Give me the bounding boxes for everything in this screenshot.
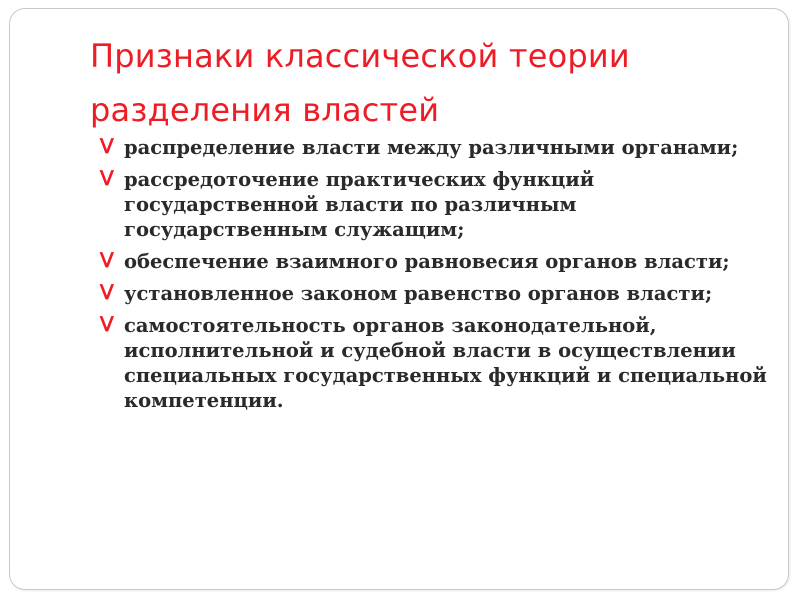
list-item-text: самостоятельность органов законодательной, исполнительной и судебной власти в осуществлении специальных государственных функций и специальной компетенции. — [124, 314, 767, 412]
slide-title-line-1: Признаки классической теории — [90, 37, 630, 75]
list-item — [90, 313, 780, 413]
slide-title-line-2: разделения властей — [90, 91, 440, 129]
check-bullet-icon: ᐯ — [100, 280, 114, 304]
check-bullet-icon: ᐯ — [100, 166, 114, 190]
check-bullet-icon: ᐯ — [100, 312, 114, 336]
list-item — [90, 281, 780, 306]
list-item-text: рассредоточение практических функций государственной власти по различным государственным служащим; — [124, 168, 595, 241]
list-item-text: установленное законом равенство органов власти; — [124, 282, 713, 305]
list-item — [90, 167, 780, 242]
slide-frame — [9, 8, 789, 590]
list-item — [90, 135, 780, 160]
check-bullet-icon: ᐯ — [100, 248, 114, 272]
list-item-text: распределение власти между различными органами; — [124, 136, 739, 159]
check-bullet-icon: ᐯ — [100, 134, 114, 158]
list-item-text: обеспечение взаимного равновесия органов власти; — [124, 250, 730, 273]
feature-list — [90, 135, 780, 420]
slide-title — [90, 29, 770, 137]
list-item — [90, 249, 780, 274]
